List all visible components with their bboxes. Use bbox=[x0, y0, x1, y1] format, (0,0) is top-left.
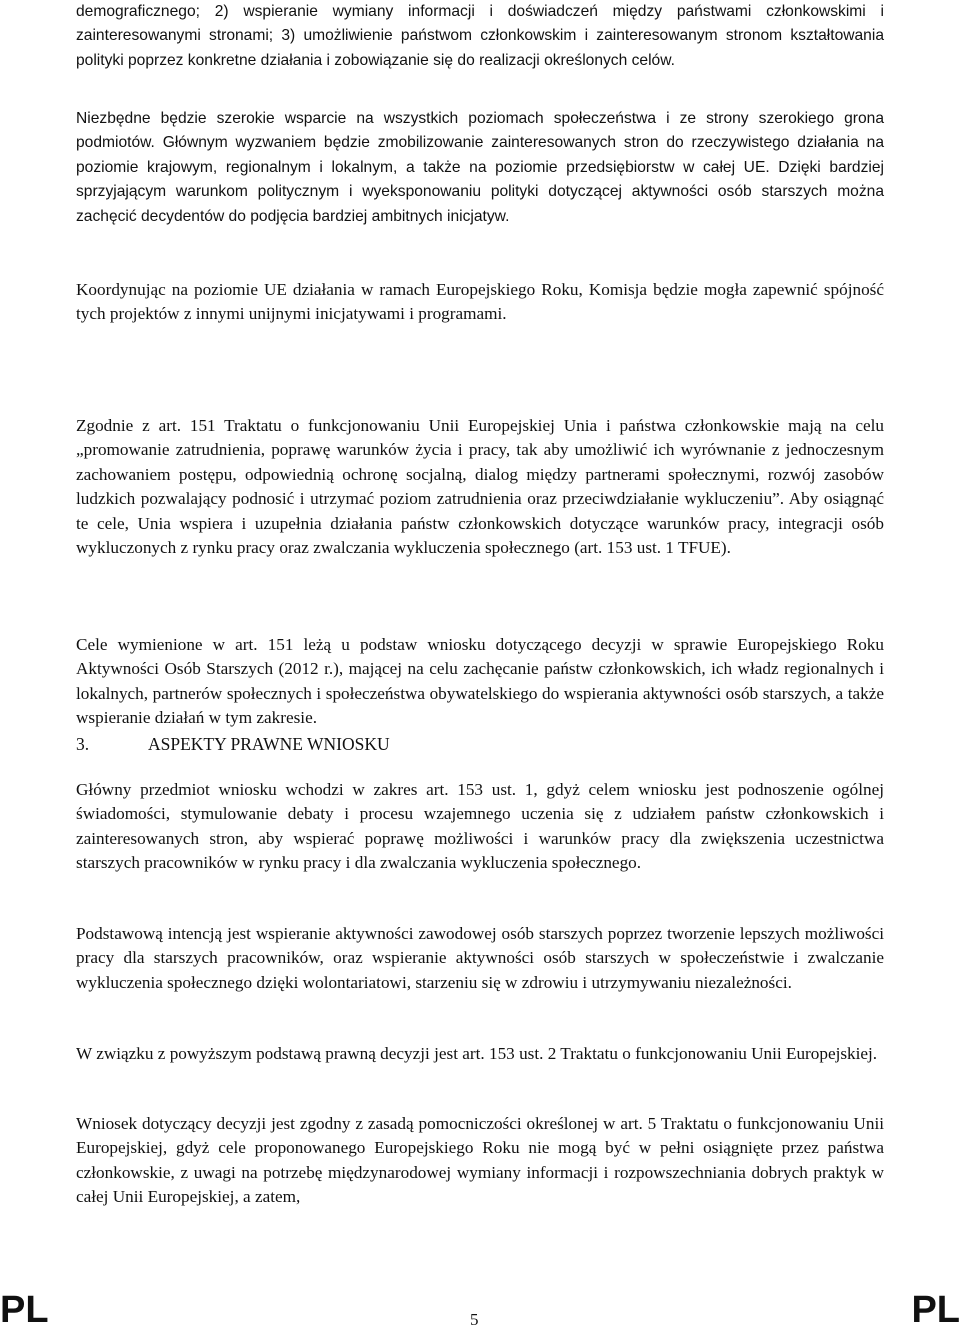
footer-language-right: PL bbox=[911, 1289, 960, 1331]
paragraph-article-151: Zgodnie z art. 151 Traktatu o funkcjonowaniu Unii Europejskiej Unia i państwa członkowskie mają na celu „promowanie zatrudnienia, poprawę warunków życia i pracy, tak aby umożliwić ich wyrównanie z jednoczesnym zachowaniem postępu, odpowiednią ochronę socjalną, dialog między partnerami społecznymi, rozwój zasobów ludzkich pozwalający podnosić i utrzymać poziom zatrudnienia oraz przeciwdziałanie wykluczeniu”. Aby osiągnąć te cele, Unia wspiera i uzupełnia działania państw członkowskich dotyczące warunków pracy, integracji osób wykluczonych z rynku pracy oraz zwalczania wykluczenia społecznego (art. 153 ust. 1 TFUE). bbox=[76, 416, 884, 558]
paragraph-intro-continued: demograficznego; 2) wspieranie wymiany informacji i doświadczeń między państwami członkowskimi i zainteresowanymi stronami; 3) umożliwienie państwom członkowskim i zainteresowanym stronom kształtowania polityki poprzez konkretne działania i zobowiązanie się do realizacji określonych celów. bbox=[76, 3, 884, 69]
section-heading bbox=[76, 734, 390, 755]
section-number: 3. bbox=[76, 734, 90, 754]
paragraph-objectives: Cele wymienione w art. 151 leżą u podstaw wniosku dotyczącego decyzji w sprawie Europejskiego Roku Aktywności Osób Starszych (2012 r.), mającej na celu zachęcanie państw członkowskich, ich władz regionalnych i lokalnych, partnerów społecznych i społeczeństwa obywatelskiego do wspierania aktywności osób starszych, a także wspieranie działań w tym zakresie. bbox=[76, 635, 884, 728]
page-number: 5 bbox=[470, 1310, 479, 1329]
footer-language-left: PL bbox=[0, 1289, 49, 1331]
paragraph-support: Niezbędne będzie szerokie wsparcie na wszystkich poziomach społeczeństwa i ze strony szerokiego grona podmiotów. Głównym wyzwaniem będzie zmobilizowanie zainteresowanych stron do rzeczywistego działania na poziomie krajowym, regionalnym i lokalnym, a także na poziomie przedsiębiorstw w całej UE. Dzięki bardziej sprzyjającym warunkom politycznym i wyeksponowaniu polityki dotyczącej aktywności osób starszych można zachęcić decydentów do podjęcia bardziej ambitnych inicjatyw. bbox=[76, 110, 884, 225]
paragraph-legal-basis: W związku z powyższym podstawą prawną decyzji jest art. 153 ust. 2 Traktatu o funkcjonowaniu Unii Europejskiej. bbox=[76, 1044, 878, 1063]
section-title: ASPEKTY PRAWNE WNIOSKU bbox=[148, 734, 390, 754]
paragraph-intention: Podstawową intencją jest wspieranie aktywności zawodowej osób starszych poprzez tworzenie lepszych możliwości pracy dla starszych pracowników, oraz wspieranie aktywności osób starszych w społeczeństwie i zwalczanie wykluczenia społecznego dzięki wolontariatowi, starzeniu się w zdrowiu i utrzymywaniu niezależności. bbox=[76, 924, 884, 992]
paragraph-subsidiarity: Wniosek dotyczący decyzji jest zgodny z zasadą pomocniczości określonej w art. 5 Traktatu o funkcjonowaniu Unii Europejskiej, gdyż cele proponowanego Europejskiego Roku nie mogą być w pełni osiągnięte przez państwa członkowskie, z uwagi na potrzebę międzynarodowej wymiany informacji i rozpowszechniania dobrych praktyk w całej Unii Europejskiej, a zatem, bbox=[76, 1114, 884, 1207]
paragraph-main-subject: Główny przedmiot wniosku wchodzi w zakres art. 153 ust. 1, gdyż celem wniosku jest podnoszenie ogólnej świadomości, stymulowanie debaty i procesu wzajemnego uczenia się z udziałem państw członkowskich i zainteresowanych stron, aby wspierać poprawę możliwości i warunków pracy dla zwiększenia uczestnictwa starszych pracowników w rynku pracy i dla zwalczania wykluczenia społecznego. bbox=[76, 780, 884, 873]
paragraph-coordination: Koordynując na poziomie UE działania w ramach Europejskiego Roku, Komisja będzie mogła zapewnić spójność tych projektów z innymi unijnymi inicjatywami i programami. bbox=[76, 280, 884, 324]
